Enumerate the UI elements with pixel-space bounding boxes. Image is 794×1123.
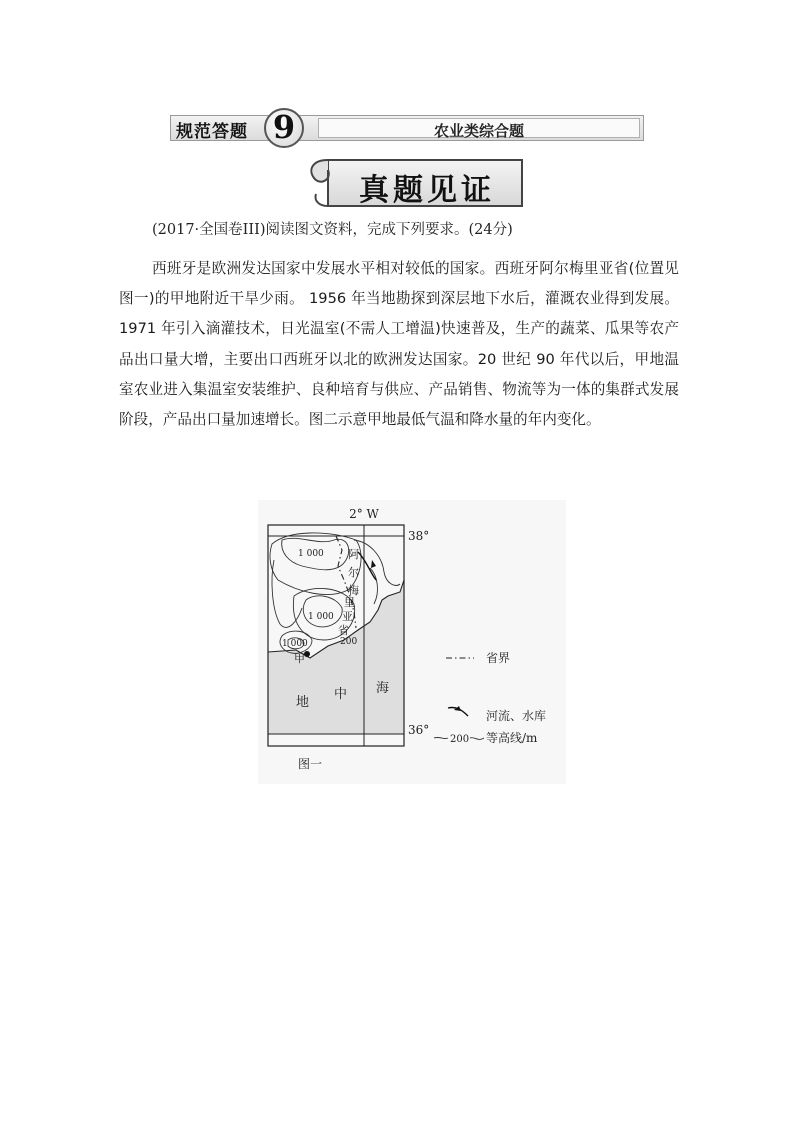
legend-contour-symbol-tail [470,738,484,740]
province-char: 尔 [348,566,359,579]
question-paragraph: 西班牙是欧洲发达国家中发展水平相对较低的国家。西班牙阿尔梅里亚省(位置见图一)的甲地附近干旱少雨。 1956 年当地勘探到深层地下水后，灌溉农业得到发展。1971 年引入滴灌技术，日光温室(不需人工增温)快速普及，生产的蔬菜、瓜果等农产品出口量大增，主要出口西班牙以北的欧洲发达国家。20 世纪 90 年代以后，甲地温室农业进入集温室安装维护、良种培育与供应、产品销售、物流等为一体的集群式发展阶段，产品出口量加速增长。图二示意甲地最低气温和降水量的年内变化。 [119,260,679,429]
legend-contour-value: 200 [450,734,470,745]
province-char: 里 [344,596,355,609]
legend-contour-label: 等高线/m [486,731,538,745]
map-svg [258,500,566,784]
legend-contour-symbol [434,737,448,738]
sea-char: 中 [334,687,348,702]
figure-caption: 图一 [298,757,323,771]
province-char: 省 [338,624,349,637]
title-scroll [304,156,526,210]
sea-char: 地 [296,695,310,710]
latitude-bottom-label: 36° [408,723,430,737]
page-title: 真题见证 [359,173,495,208]
province-char: 梅 [348,584,359,597]
contour-label: 1 000 [298,549,324,559]
section-number-badge: 9 [264,108,304,148]
contour-label: 1 000 [282,639,308,649]
province-char: 阿 [348,548,359,561]
contour-label: 200 [340,637,358,647]
contour-label: 1 000 [308,612,334,622]
legend-river-label: 河流、水库 [486,709,547,723]
sea-area [268,580,404,734]
map-legend [434,650,546,745]
longitude-label: 2° W [349,507,379,521]
section-banner [170,108,644,146]
section-label: 规范答题 [176,122,248,142]
reservoir [371,560,376,568]
province-char: 亚 [342,610,353,623]
topic-box [318,118,640,138]
figure-map [258,500,566,784]
sea-char: 海 [376,681,390,696]
legend-boundary-label: 省界 [486,651,511,665]
place-label: 甲 [294,652,305,665]
question-source: (2017·全国卷III)阅读图文资料，完成下列要求。(24分) [152,222,513,238]
latitude-top-label: 38° [408,529,430,543]
topic-label: 农业类综合题 [433,122,524,140]
